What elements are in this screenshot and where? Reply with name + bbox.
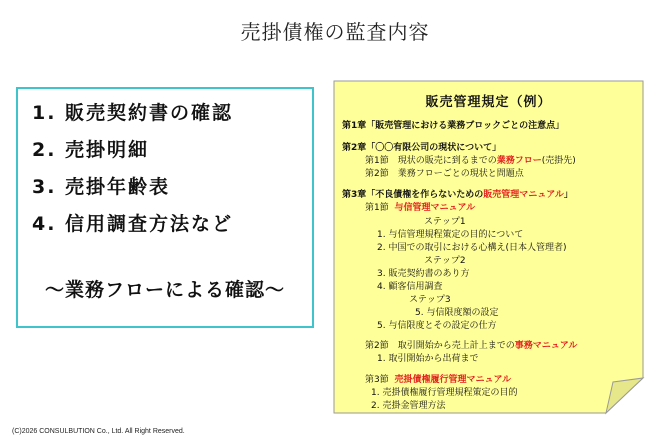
ch3-section-2-item-1: 1. 取引開始から出荷まで [377, 354, 479, 364]
sales-management-note [332, 80, 645, 415]
note-title: 販売管理規定（例） [425, 95, 552, 110]
chapter-3: 第3章「不良債権を作らないための販売管理マニュアル」 [342, 190, 573, 200]
step-2-label: ステップ2 [424, 256, 466, 266]
step-3-label: ステップ3 [409, 295, 451, 305]
ch2-section-2: 第2節 業務フローごとの現状と問題点 [365, 169, 524, 179]
audit-item-4: 4. 信用調査方法など [32, 213, 234, 235]
ch3-section-3-item-1: 1. 売掛債権履行管理規程策定の目的 [371, 388, 518, 398]
step-2-item-4: 4. 顧客信用調査 [377, 282, 443, 292]
ch3-section-1: 第1節 与信管理マニュアル [365, 203, 476, 213]
slide-title: 売掛債権の監査内容 [240, 20, 430, 44]
ch2-section-1: 第1節 現状の販売に到るまでの業務フロー(売掛先) [365, 156, 576, 166]
audit-item-2: 2. 売掛明細 [32, 139, 150, 161]
audit-item-1: 1. 販売契約書の確認 [32, 102, 234, 124]
step-1-item-1: 1. 与信管理規程策定の目的について [377, 230, 524, 240]
ch3-section-3: 第3節 売掛債権履行管理マニュアル [365, 375, 512, 385]
ch3-section-3-item-2: 2. 売掛金管理方法 [371, 401, 446, 411]
audit-item-3: 3. 売掛年齢表 [32, 176, 171, 198]
step-1-label: ステップ1 [424, 217, 466, 227]
chapter-1: 第1章「販売管理における業務ブロックごとの注意点」 [342, 121, 565, 131]
step-2-item-3: 3. 販売契約書のあり方 [377, 269, 470, 279]
chapter-2: 第2章「〇〇有限公司の現状について」 [342, 143, 502, 153]
step-3-item-5b: 5. 与信限度とその設定の仕方 [377, 321, 497, 331]
copyright-notice: (C)2026 CONSULBUTION Co., Ltd. All Right Reserved. [12, 428, 185, 435]
step-1-item-2: 2. 中国での取引における心構え(日本人管理者) [377, 243, 567, 253]
step-3-item-5: 5. 与信限度額の設定 [415, 308, 499, 318]
audit-items-box [16, 87, 314, 328]
ch3-section-2: 第2節 取引開始から売上計上までの事務マニュアル [365, 341, 578, 351]
business-flow-caption: ～業務フローによる確認～ [44, 279, 285, 301]
